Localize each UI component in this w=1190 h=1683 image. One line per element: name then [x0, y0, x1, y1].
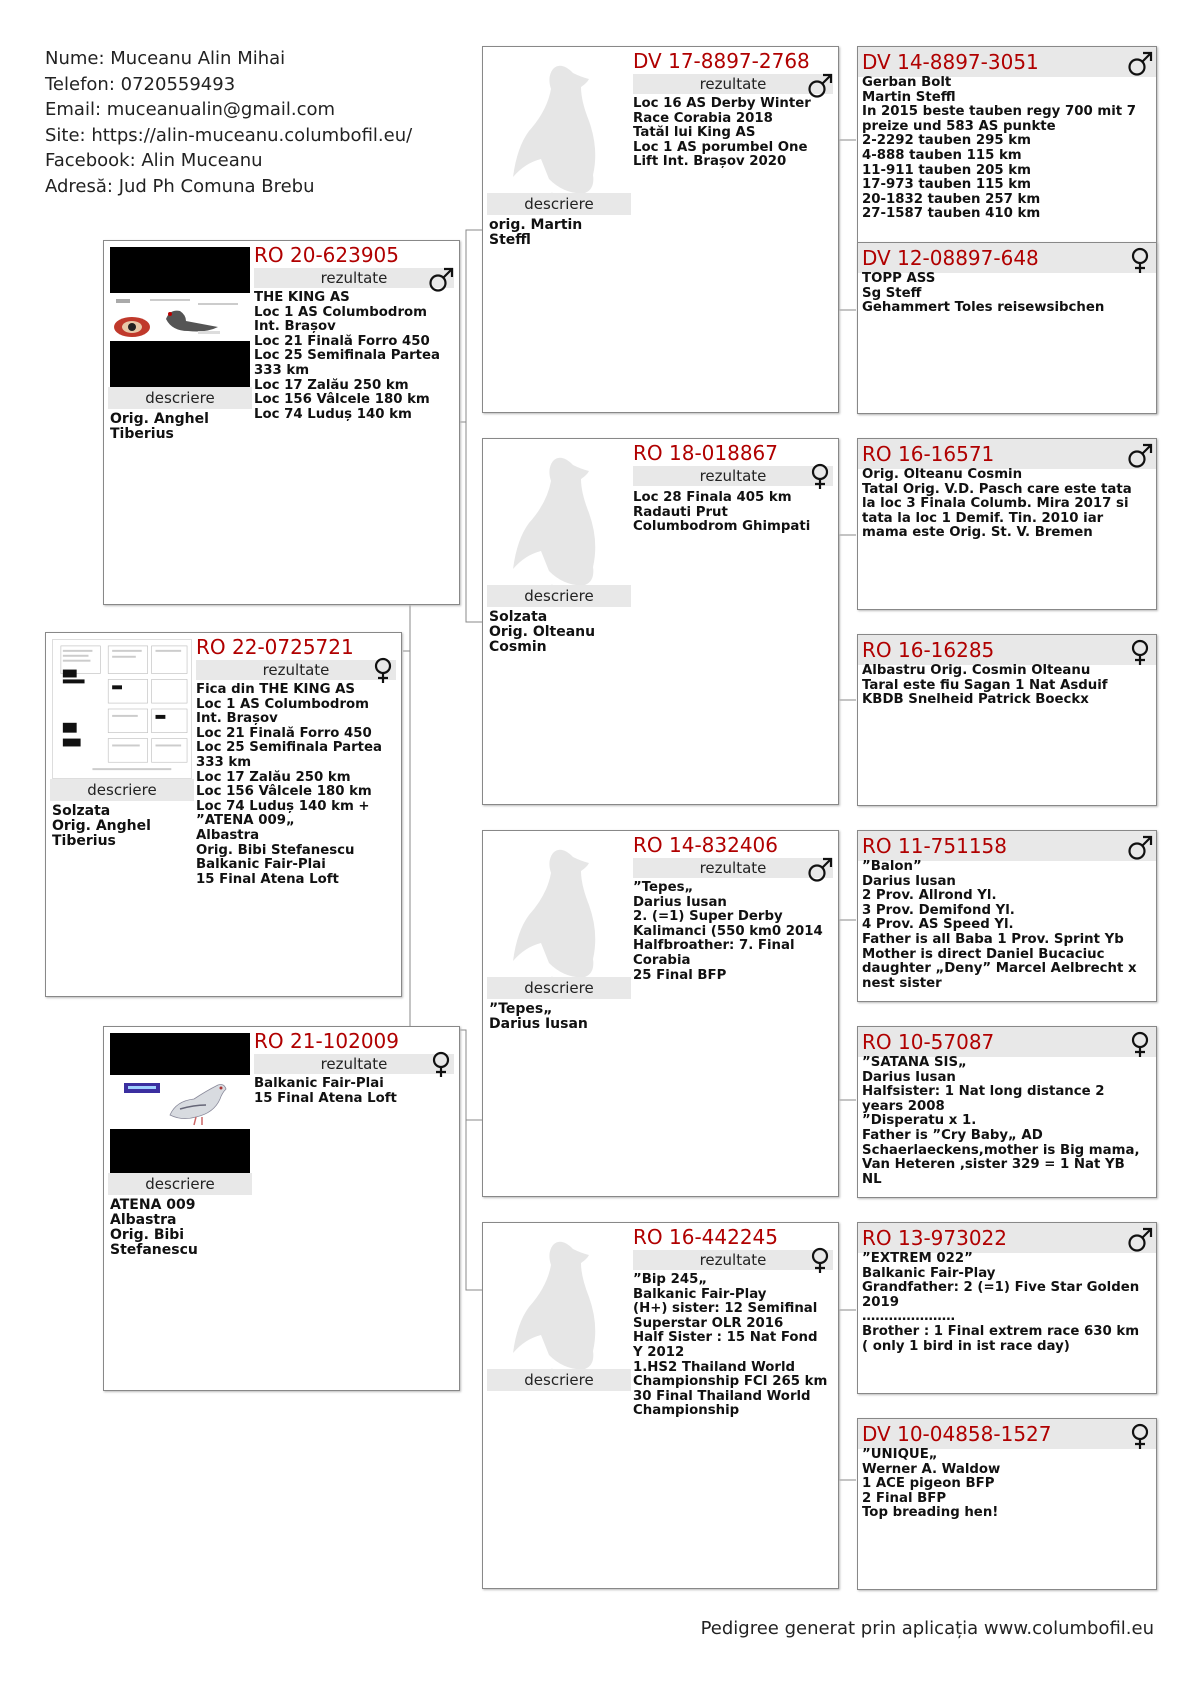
ring-number: DV 10-04858-1527 [862, 1422, 1052, 1446]
result-line: (H+) sister: 12 Semifinal [633, 1301, 818, 1317]
result-line: preize und 583 AS punkte [862, 118, 1056, 134]
ring-number: RO 16-442245 [633, 1225, 779, 1249]
result-line: Loc 1 AS Columbodrom [196, 696, 369, 712]
results-text [633, 97, 838, 407]
result-line: 2-2292 tauben 295 km [862, 133, 1031, 149]
result-line: Radauti Prut [633, 504, 728, 520]
pigeon-card-g3[interactable] [857, 438, 1157, 610]
description-text [489, 610, 629, 655]
result-line: Darius Iusan [633, 894, 727, 910]
photo-redacted [110, 1033, 250, 1075]
ring-number: RO 16-16571 [862, 442, 995, 466]
result-line: 1 ACE pigeon BFP [862, 1476, 995, 1492]
result-line: Loc 21 Finală Forro 450 [254, 333, 430, 349]
pigeon-card-dam-sire[interactable] [482, 830, 839, 1197]
photo-redacted [110, 247, 250, 293]
result-line: Loc 28 Finala 405 km [633, 491, 792, 505]
results-button[interactable]: rezultate [633, 74, 833, 94]
results-button[interactable]: rezultate [633, 466, 833, 486]
result-line: years 2008 [862, 1098, 945, 1114]
male-icon [1126, 1226, 1154, 1254]
result-line: Grandfather: 2 (=1) Five Star Golden [862, 1280, 1140, 1296]
result-line: NL [862, 1171, 882, 1187]
ring-number: RO 20-623905 [254, 243, 400, 267]
results-text [862, 1252, 1154, 1354]
result-line: Loc 156 Vâlcele 180 km [196, 784, 372, 800]
ring-number: RO 22-0725721 [196, 635, 354, 659]
result-line: Orig. Bibi Stefanescu [196, 842, 355, 858]
result-line: Schaerlaeckens,mother is Big mama, [862, 1142, 1140, 1158]
result-line: ”UNIQUE„ [862, 1448, 938, 1462]
ring-number: RO 16-16285 [862, 638, 995, 662]
results-text [862, 272, 1154, 316]
result-line: Balkanic Fair-Play [862, 1265, 996, 1281]
result-line: KBDB Snelheid Patrick Boeckx [862, 692, 1089, 708]
female-icon [806, 462, 834, 490]
description-button[interactable]: descriere [487, 585, 631, 607]
pigeon-card-g2[interactable] [857, 242, 1157, 414]
results-button[interactable]: rezultate [254, 268, 454, 288]
ring-number: RO 21-102009 [254, 1029, 400, 1053]
result-line: Championship [633, 1403, 740, 1419]
result-line: Gerban Bolt [862, 76, 952, 90]
result-line: Balkanic Fair-Plai [254, 1077, 384, 1091]
ring-number: RO 10-57087 [862, 1030, 995, 1054]
results-button[interactable]: rezultate [633, 858, 833, 878]
pigeon-card-g8[interactable] [857, 1418, 1157, 1590]
result-line: Corabia [633, 952, 691, 968]
description-line: Cosmin [489, 639, 547, 655]
description-line: Orig. Bibi [110, 1227, 185, 1243]
result-line: 2 Prov. Allrond Yl. [862, 888, 997, 904]
result-line: Darius Iusan [862, 873, 956, 889]
result-line: mama este Orig. St. V. Bremen [862, 525, 1093, 541]
owner-info [45, 46, 412, 199]
male-icon [1126, 50, 1154, 78]
result-line: ”SATANA SIS„ [862, 1056, 967, 1070]
description-line: Orig. Anghel [110, 411, 209, 427]
description-button[interactable]: descriere [50, 779, 194, 801]
result-line: Loc 25 Semifinala Partea [196, 740, 382, 756]
results-text [862, 664, 1154, 708]
result-line: 1.HS2 Thailand World [633, 1359, 796, 1375]
description-button[interactable]: descriere [487, 977, 631, 999]
description-line: ”Tepes„ [489, 1001, 553, 1017]
description-line: Albastra [110, 1212, 177, 1228]
pigeon-silhouette-image[interactable] [489, 1229, 629, 1389]
pigeon-silhouette-image[interactable] [489, 837, 629, 997]
result-line: Championship FCI 265 km [633, 1374, 828, 1390]
result-line: Int. Brașov [196, 711, 278, 727]
ring-number: RO 14-832406 [633, 833, 779, 857]
result-line: Half Sister : 15 Nat Fond [633, 1330, 818, 1346]
female-icon [1126, 1030, 1154, 1058]
pigeon-card-g4[interactable] [857, 634, 1157, 806]
male-icon [806, 72, 834, 100]
result-line: 27-1587 tauben 410 km [862, 206, 1041, 220]
description-line: Orig. Anghel [52, 818, 151, 834]
description-text [52, 804, 192, 849]
pedigree-thumbnail-image[interactable] [52, 639, 192, 779]
result-line: Y 2012 [633, 1344, 685, 1360]
pigeon-card-sire-sire[interactable] [482, 46, 839, 413]
result-line: daughter „Deny” Marcel Aelbrecht x [862, 961, 1137, 977]
result-line: la loc 3 Finala Columb. Mira 2017 si [862, 496, 1129, 512]
result-line: Father is ”Cry Baby„ AD [862, 1127, 1043, 1143]
description-line: orig. Martin [489, 217, 583, 233]
result-line: Darius Iusan [862, 1069, 956, 1085]
result-line: 20-1832 tauben 257 km [862, 191, 1041, 207]
pigeon-card-sire-dam[interactable] [482, 438, 839, 805]
result-line: TOPP ASS [862, 272, 936, 286]
results-text [633, 491, 838, 801]
ring-number: RO 18-018867 [633, 441, 779, 465]
pigeon-photo[interactable] [110, 1075, 250, 1129]
result-line: 30 Final Thailand World [633, 1388, 811, 1404]
photo-redacted [110, 1129, 250, 1173]
result-line: ( only 1 bird in ist race day) [862, 1338, 1070, 1354]
owner-name: Nume: Muceanu Alin Mihai [45, 48, 286, 69]
result-line: Halfbroather: 7. Final [633, 938, 795, 954]
result-line: 4 Prov. AS Speed Yl. [862, 917, 1014, 933]
results-text [633, 1273, 838, 1583]
result-line: Fica din THE KING AS [196, 683, 355, 697]
description-text [110, 1198, 250, 1258]
male-icon [806, 856, 834, 884]
female-icon [806, 1246, 834, 1274]
result-line: Loc 74 Luduș 140 km + [196, 798, 370, 814]
description-button[interactable]: descriere [487, 1369, 631, 1391]
pigeon-card-subject[interactable] [45, 632, 402, 997]
male-icon [427, 266, 455, 294]
results-text [862, 860, 1154, 991]
result-line: Martin Steffl [862, 89, 956, 105]
female-icon [427, 1050, 455, 1078]
result-line: 2 Final BFP [862, 1490, 947, 1506]
result-line: 2019 [862, 1294, 900, 1310]
description-line: Tiberius [52, 833, 116, 849]
results-text [862, 468, 1154, 541]
result-line: 15 Final Atena Loft [196, 871, 339, 887]
ring-number: DV 14-8897-3051 [862, 50, 1039, 74]
female-icon [1126, 1422, 1154, 1450]
ring-number: RO 13-973022 [862, 1226, 1008, 1250]
male-icon [1126, 834, 1154, 862]
result-line: ”Tepes„ [633, 881, 694, 895]
owner-phone: Telefon: 0720559493 [45, 73, 236, 95]
ring-number: RO 11-751158 [862, 834, 1008, 858]
description-line: ATENA 009 [110, 1197, 196, 1213]
description-button[interactable]: descriere [108, 387, 252, 409]
result-line: Loc 17 Zalău 250 km [196, 769, 351, 785]
result-line: ”Disperatu x 1. [862, 1113, 977, 1129]
footer-credit: Pedigree generat prin aplicația www.columbofil.eu [700, 1618, 1154, 1639]
result-line: 333 km [254, 362, 310, 378]
pigeon-card-dam-dam[interactable] [482, 1222, 839, 1589]
result-line: 4-888 tauben 115 km [862, 147, 1022, 163]
result-line: Loc 1 AS porumbel One [633, 139, 808, 155]
description-line: Darius Iusan [489, 1016, 588, 1032]
result-line: ”Balon” [862, 860, 922, 874]
pigeon-silhouette-image[interactable] [489, 53, 629, 213]
result-line: Taral este fiu Sagan 1 Nat Asduif [862, 677, 1108, 693]
result-line: 2. (=1) Super Derby [633, 909, 783, 925]
result-line: Gehammert Toles reisewsibchen [862, 300, 1105, 316]
result-line: 17-973 tauben 115 km [862, 177, 1031, 193]
result-line: Columbodrom Ghimpati [633, 519, 811, 535]
result-line: ”Bip 245„ [633, 1273, 708, 1287]
result-line: Balkanic Fair-Plai [196, 857, 326, 873]
pigeon-photo[interactable] [110, 293, 250, 341]
result-line: Loc 17 Zalău 250 km [254, 377, 409, 393]
result-line: Kalimanci (550 km0 2014 [633, 923, 823, 939]
results-text [196, 683, 401, 993]
owner-site: Site: https://alin-muceanu.columbofil.eu/ [45, 124, 413, 146]
results-button[interactable]: rezultate [254, 1054, 454, 1074]
pigeon-silhouette-image[interactable] [489, 445, 629, 605]
result-line: Tatal Orig. V.D. Pasch care este tata [862, 481, 1132, 497]
result-line: Lift Int. Brașov 2020 [633, 154, 787, 170]
female-icon [1126, 246, 1154, 274]
result-line: Loc 16 AS Derby Winter [633, 97, 811, 111]
description-text [110, 412, 250, 442]
result-line: Werner A. Waldow [862, 1461, 1001, 1477]
result-line: Loc 1 AS Columbodrom [254, 304, 427, 320]
results-text [862, 1056, 1154, 1187]
result-line: Albastra [196, 827, 260, 843]
results-text [633, 881, 838, 1191]
results-text [862, 1448, 1154, 1521]
pigeon-card-sire[interactable] [103, 240, 460, 605]
result-line: ”EXTREM 022” [862, 1252, 973, 1266]
result-line: 333 km [196, 754, 252, 770]
owner-facebook: Facebook: Alin Muceanu [45, 150, 263, 171]
results-text [862, 76, 1154, 220]
ring-number: DV 17-8897-2768 [633, 49, 810, 73]
description-text [489, 218, 629, 248]
female-icon [1126, 638, 1154, 666]
results-text [254, 1077, 459, 1387]
description-line: Tiberius [110, 426, 174, 442]
result-line: 3 Prov. Demifond Yl. [862, 902, 1015, 918]
result-line: Loc 156 Vâlcele 180 km [254, 392, 430, 408]
pigeon-card-g5[interactable] [857, 830, 1157, 1002]
male-icon [1126, 442, 1154, 470]
owner-address: Adresă: Jud Ph Comuna Brebu [45, 175, 315, 197]
pigeon-card-g7[interactable] [857, 1222, 1157, 1394]
description-text [489, 1002, 629, 1032]
result-line: nest sister [862, 975, 942, 991]
result-line: Brother : 1 Final extrem race 630 km [862, 1323, 1140, 1339]
description-button[interactable]: descriere [487, 193, 631, 215]
result-line: Father is all Baba 1 Prov. Sprint Yb [862, 931, 1124, 947]
result-line: Loc 74 Luduș 140 km [254, 406, 412, 422]
results-button[interactable]: rezultate [196, 660, 396, 680]
pigeon-card-dam[interactable] [103, 1026, 460, 1391]
result-line: ”ATENA 009„ [196, 813, 295, 829]
result-line: tata la loc 1 Demif. Tin. 2010 iar [862, 510, 1104, 526]
result-line: ………………… [862, 1309, 956, 1325]
result-line: 11-911 tauben 205 km [862, 162, 1031, 178]
results-button[interactable]: rezultate [633, 1250, 833, 1270]
description-line: Solzata [52, 803, 111, 819]
result-line: THE KING AS [254, 291, 350, 305]
description-line: Solzata [489, 609, 548, 625]
result-line: Int. Brașov [254, 319, 336, 335]
ring-number: DV 12-08897-648 [862, 246, 1039, 270]
result-line: Top breading hen! [862, 1505, 999, 1521]
results-text [254, 291, 459, 601]
result-line: Albastru Orig. Cosmin Olteanu [862, 664, 1091, 678]
result-line: Sg Steff [862, 285, 922, 301]
result-line: Van Heteren ,sister 329 = 1 Nat YB [862, 1157, 1125, 1173]
description-button[interactable]: descriere [108, 1173, 252, 1195]
result-line: Race Corabia 2018 [633, 110, 773, 126]
description-line: Orig. Olteanu [489, 624, 596, 640]
result-line: Tatăl lui King AS [633, 125, 756, 141]
photo-redacted [110, 341, 250, 387]
female-icon [369, 656, 397, 684]
result-line: Mother is direct Daniel Bucaciuc [862, 946, 1105, 962]
owner-email: Email: muceanualin@gmail.com [45, 99, 336, 120]
result-line: 25 Final BFP [633, 967, 727, 983]
pigeon-card-g6[interactable] [857, 1026, 1157, 1198]
result-line: Orig. Olteanu Cosmin [862, 468, 1023, 482]
result-line: In 2015 beste tauben regy 700 mit 7 [862, 104, 1136, 120]
result-line: Balkanic Fair-Play [633, 1286, 767, 1302]
result-line: Loc 21 Finală Forro 450 [196, 725, 372, 741]
result-line: 15 Final Atena Loft [254, 1090, 397, 1106]
result-line: Loc 25 Semifinala Partea [254, 348, 440, 364]
result-line: Superstar OLR 2016 [633, 1315, 784, 1331]
result-line: Halfsister: 1 Nat long distance 2 [862, 1084, 1105, 1100]
description-line: Steffl [489, 232, 531, 248]
description-line: Stefanescu [110, 1242, 198, 1258]
